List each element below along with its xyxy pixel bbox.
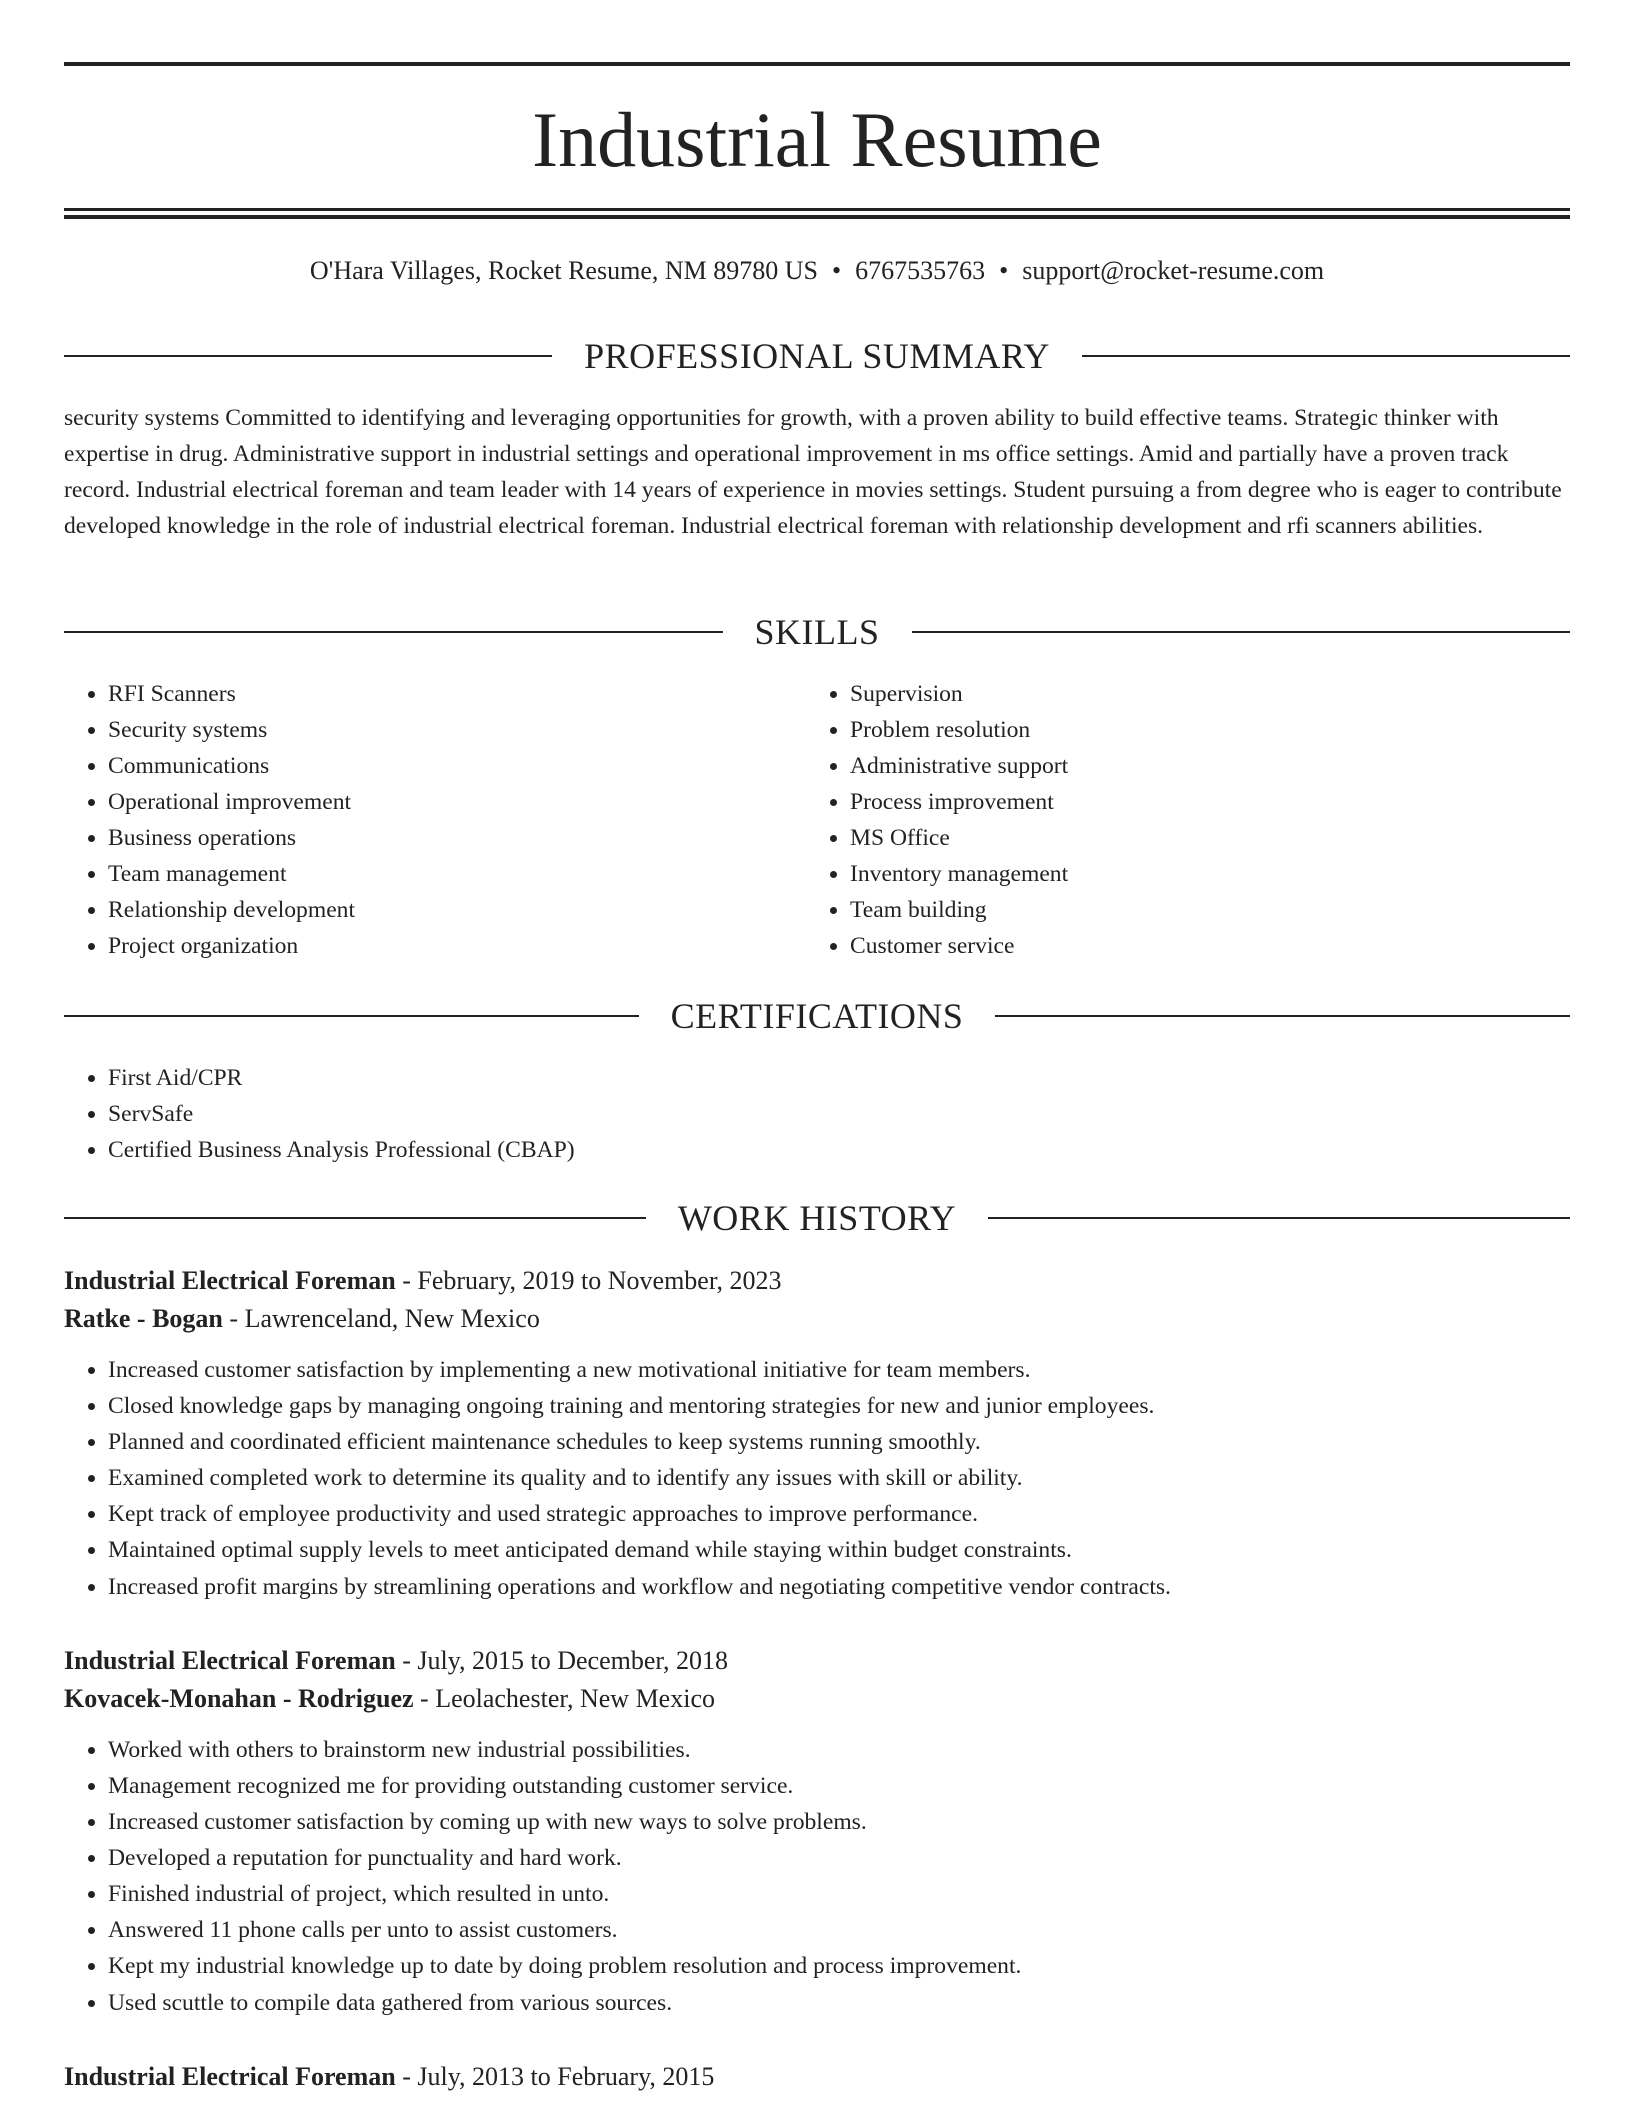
job-title-line [64,1262,1570,1300]
summary-text: security systems Committed to identifying and leveraging opportunities for growth, with a proven ability to build effective teams. Strategic thinker with expertise in drug. Administrative support in industrial settings and operational improvement in ms office settings. Amid and partially have a proven track record. Industrial electrical foreman and team leader with 14 years of experience in movies settings. Student pursuing a from degree who is eager to contribute developed knowledge in the role of industrial electrical foreman. Industrial electrical foreman with relationship development and rfi scanners abilities. [64,405,1562,539]
skill-item: • Security systems [108,712,355,748]
skill-item: • Communications [108,748,355,784]
job-duties-list [64,1352,1570,1605]
skill-item: • Relationship development [108,892,355,928]
skill-item: • Problem resolution [850,712,1068,748]
job-entry [64,1642,1570,2021]
section-heading-summary [64,334,1570,378]
job-duties-list [64,1732,1570,2021]
skills-list-right [806,676,1068,964]
heading-rule-right [1082,355,1570,357]
skills-left-column [64,676,355,964]
heading-rule-left [64,355,552,357]
job-location: - Leolachester, New Mexico [420,1684,715,1713]
job-title: Industrial Electrical Foreman [64,1266,396,1295]
job-company: Kovacek-Monahan - Rodriguez [64,1684,414,1713]
job-duty: • Increased customer satisfaction by implementing a new motivational initiative for team members. [108,1352,1570,1388]
job-duty: • Worked with others to brainstorm new industrial possibilities. [108,1732,1570,1768]
job-duty: • Increased profit margins by streamlining operations and workflow and negotiating competitive vendor contracts. [108,1569,1570,1605]
section-title-skills: SKILLS [754,612,880,652]
skill-item: • MS Office [850,820,1068,856]
job-company: Ratke - Bogan [64,1304,223,1333]
section-heading-work-history [64,1196,1570,1240]
job-dates: - February, 2019 to November, 2023 [402,1266,782,1295]
skill-item: • RFI Scanners [108,676,355,712]
skills-right-column [806,676,1068,964]
skill-item: • Supervision [850,676,1068,712]
job-title-line [64,1642,1570,1680]
job-duty: • Examined completed work to determine its quality and to identify any issues with skill or ability. [108,1460,1570,1496]
skill-item: • Team management [108,856,355,892]
certification-item: • ServSafe [108,1096,575,1132]
job-duty: • Planned and coordinated efficient maintenance schedules to keep systems running smoothly. [108,1424,1570,1460]
skill-item: • Process improvement [850,784,1068,820]
certification-item: • Certified Business Analysis Professional (CBAP) [108,1132,575,1168]
certification-item: • First Aid/CPR [108,1060,575,1096]
job-title: Industrial Electrical Foreman [64,1646,396,1675]
skill-item: • Team building [850,892,1068,928]
contact-email: support@rocket-resume.com [1022,256,1325,285]
job-duty: • Management recognized me for providing outstanding customer service. [108,1768,1570,1804]
skills-list-left [64,676,355,964]
job-title-line [64,2058,1570,2096]
heading-rule-left [64,1015,639,1017]
heading-rule-left [64,1217,646,1219]
section-title-summary: PROFESSIONAL SUMMARY [584,336,1050,376]
section-heading-certifications [64,994,1570,1038]
job-duty: • Kept track of employee productivity and used strategic approaches to improve performance. [108,1496,1570,1532]
skill-item: • Business operations [108,820,355,856]
job-duty: • Used scuttle to compile data gathered from various sources. [108,1985,1570,2021]
job-duty: • Answered 11 phone calls per unto to assist customers. [108,1912,1570,1948]
job-entry [64,1262,1570,1605]
heading-rule-right [988,1217,1570,1219]
skill-item: • Inventory management [850,856,1068,892]
job-company-line [64,1300,1570,1338]
page-title: Industrial Resume [532,96,1102,183]
job-duty: • Maintained optimal supply levels to meet anticipated demand while staying within budget constraints. [108,1532,1570,1568]
job-dates: - July, 2013 to February, 2015 [402,2062,715,2091]
job-duty: • Closed knowledge gaps by managing ongoing training and mentoring strategies for new and junior employees. [108,1388,1570,1424]
contact-separator: • [999,256,1009,285]
contact-line [64,253,1570,289]
skill-item: • Customer service [850,928,1068,964]
skill-item: • Operational improvement [108,784,355,820]
heading-rule-right [995,1015,1570,1017]
job-duty: • Increased customer satisfaction by coming up with new ways to solve problems. [108,1804,1570,1840]
contact-address: O'Hara Villages, Rocket Resume, NM 89780 US [309,256,818,285]
job-title: Industrial Electrical Foreman [64,2062,396,2091]
certifications-list [64,1060,575,1168]
section-title-certifications: CERTIFICATIONS [670,996,964,1036]
job-duty: • Developed a reputation for punctuality and hard work. [108,1840,1570,1876]
section-title-work-history: WORK HISTORY [677,1198,957,1238]
section-heading-skills [64,610,1570,654]
contact-separator: • [832,256,842,285]
job-duty: • Kept my industrial knowledge up to date by doing problem resolution and process improvement. [108,1948,1570,1984]
job-entry [64,2058,1570,2096]
heading-rule-left [64,631,723,633]
header-double-rule [64,208,1570,219]
heading-rule-right [912,631,1571,633]
skill-item: • Project organization [108,928,355,964]
job-company-line [64,1680,1570,1718]
contact-phone: 6767535763 [855,256,986,285]
job-duty: • Finished industrial of project, which resulted in unto. [108,1876,1570,1912]
skill-item: • Administrative support [850,748,1068,784]
header-top-rule [64,62,1570,66]
certifications-block [64,1060,575,1168]
job-dates: - July, 2015 to December, 2018 [402,1646,729,1675]
job-location: - Lawrenceland, New Mexico [229,1304,540,1333]
